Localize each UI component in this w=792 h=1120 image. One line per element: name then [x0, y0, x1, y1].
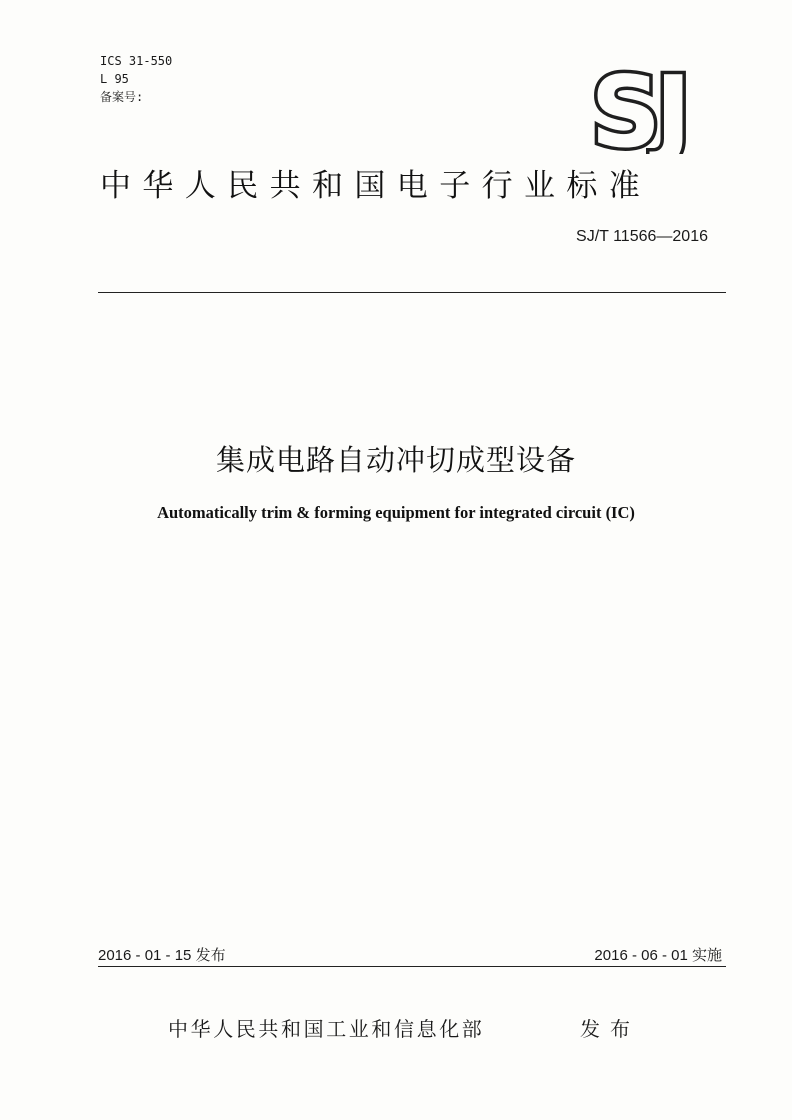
implementation-date: 2016 - 06 - 01 实施: [594, 947, 722, 964]
ics-code: ICS 31-550: [100, 54, 173, 68]
document-codes: [100, 52, 172, 106]
issuing-authority: 中华人民共和国工业和信息化部: [168, 1017, 485, 1041]
header-divider: [98, 292, 726, 293]
document-title-chinese: 集成电路自动冲切成型设备: [215, 443, 576, 477]
sj-logo: [568, 62, 708, 154]
ccs-code: L 95: [100, 72, 129, 86]
document-title-english: Automatically trim & forming equipment for integrated circuit (IC): [157, 503, 635, 522]
sj-logo-graphic: [568, 62, 708, 154]
sj-logo-text: SJ: [590, 62, 686, 154]
release-date: 2016 - 01 - 15 发布: [98, 947, 226, 964]
issued-label: 发布: [580, 1017, 640, 1041]
filing-number-label: 备案号:: [100, 90, 144, 104]
industry-standard-title: 中华人民共和国电子行业标准: [100, 168, 652, 204]
standard-number: SJ/T 11566—2016: [576, 228, 708, 245]
footer-divider: [98, 966, 726, 967]
